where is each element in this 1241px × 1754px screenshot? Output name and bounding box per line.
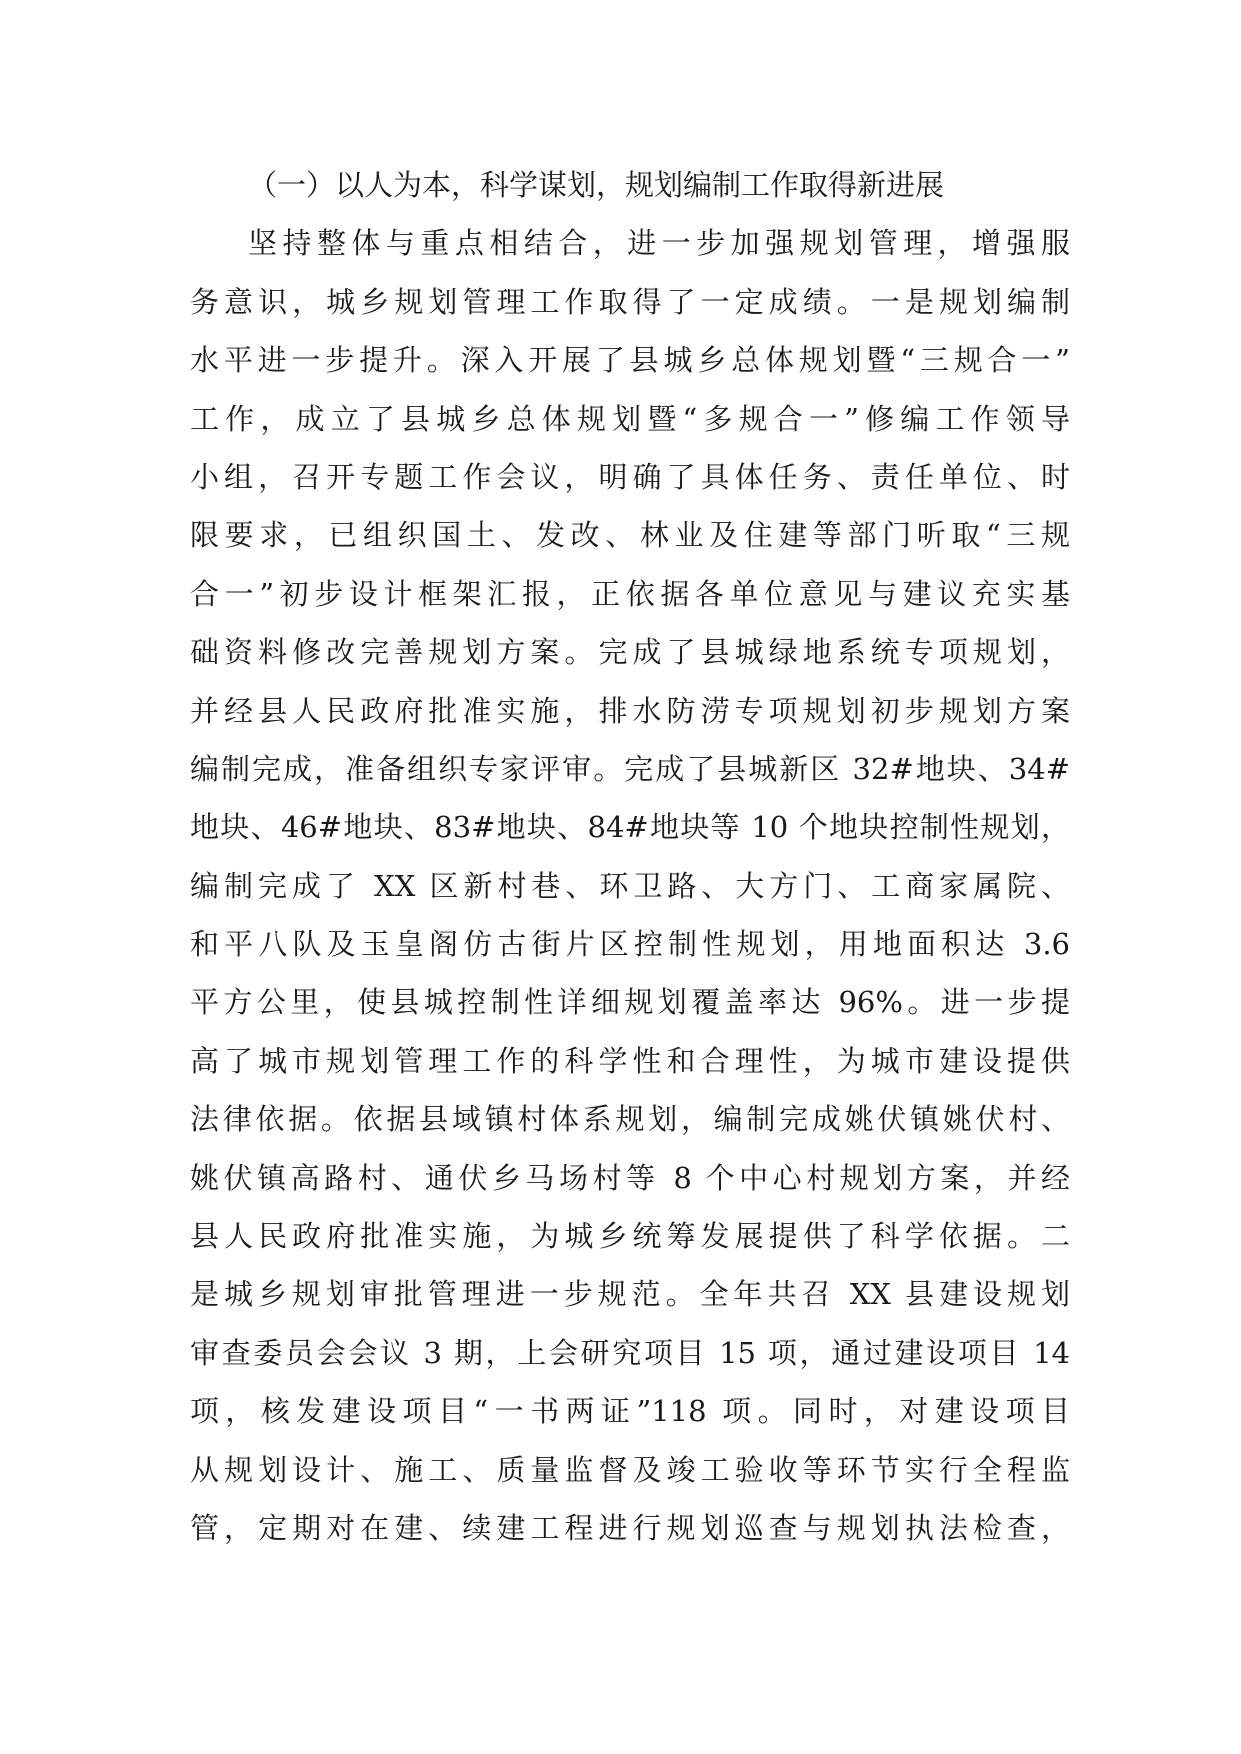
paragraph-line: 合一”初步设计框架汇报，正依据各单位意见与建议充实基 [190, 576, 1070, 611]
paragraph-line: 地块、46#地块、83#地块、84#地块等 10 个地块控制性规划， [190, 810, 1070, 845]
paragraph-line: 水平进一步提升。深入开展了县城乡总体规划暨“三规合一” [190, 343, 1070, 378]
paragraph-line: 审查委员会会议 3 期，上会研究项目 15 项，通过建设项目 14 [190, 1335, 1070, 1370]
body-text [190, 156, 1070, 1557]
paragraph-line: 法律依据。依据县域镇村体系规划，编制完成姚伏镇姚伏村、 [190, 1102, 1070, 1137]
paragraph-line: 务意识，城乡规划管理工作取得了一定成绩。一是规划编制 [190, 284, 1070, 319]
paragraph-line: 坚持整体与重点相结合，进一步加强规划管理，增强服 [248, 226, 1070, 261]
paragraph-line: 编制完成了 XX 区新村巷、环卫路、大方门、工商家属院、 [190, 868, 1070, 903]
paragraph-line: 是城乡规划审批管理进一步规范。全年共召 XX 县建设规划 [190, 1277, 1070, 1312]
paragraph-line: 县人民政府批准实施，为城乡统筹发展提供了科学依据。二 [190, 1219, 1070, 1254]
paragraph-line: 编制完成，准备组织专家评审。完成了县城新区 32#地块、34# [190, 751, 1070, 786]
paragraph-line: 从规划设计、施工、质量监督及竣工验收等环节实行全程监 [190, 1452, 1070, 1487]
paragraph-line: 平方公里，使县城控制性详细规划覆盖率达 96%。进一步提 [190, 985, 1070, 1020]
paragraph-line: 管，定期对在建、续建工程进行规划巡查与规划执法检查， [190, 1510, 1070, 1545]
paragraph-line: 础资料修改完善规划方案。完成了县城绿地系统专项规划， [190, 635, 1070, 670]
section-heading: （一）以人为本，科学谋划，规划编制工作取得新进展 [248, 168, 945, 202]
paragraph-line: 姚伏镇高路村、通伏乡马场村等 8 个中心村规划方案，并经 [190, 1160, 1070, 1195]
paragraph-line: 限要求，已组织国土、发改、林业及住建等部门听取“三规 [190, 518, 1070, 553]
paragraph-line: 工作，成立了县城乡总体规划暨“多规合一”修编工作领导 [190, 401, 1070, 436]
paragraph-line: 项，核发建设项目“一书两证”118 项。同时，对建设项目 [190, 1394, 1070, 1429]
paragraph-line: 小组，召开专题工作会议，明确了具体任务、责任单位、时 [190, 459, 1070, 494]
paragraph-line: 并经县人民政府批准实施，排水防涝专项规划初步规划方案 [190, 693, 1070, 728]
paragraph-line: 和平八队及玉皇阁仿古街片区控制性规划，用地面积达 3.6 [190, 927, 1070, 962]
paragraph-line: 高了城市规划管理工作的科学性和合理性，为城市建设提供 [190, 1043, 1070, 1078]
